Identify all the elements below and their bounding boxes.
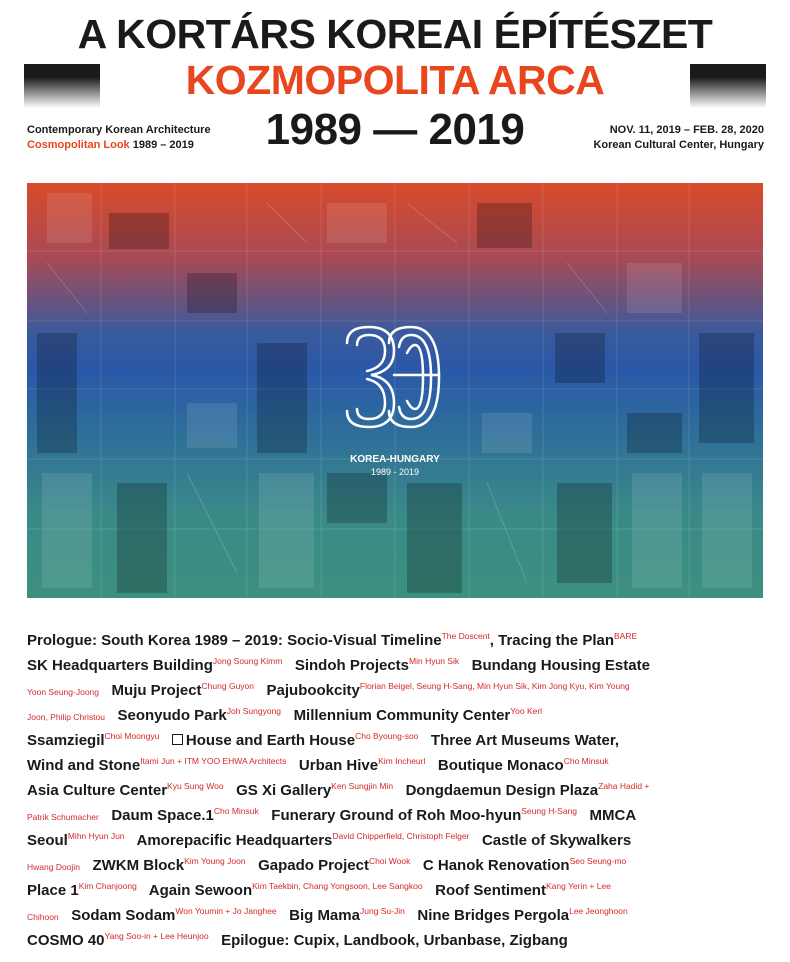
list-item: Again Sewoon (148, 882, 253, 899)
credit: Kang Yerin + Lee (545, 881, 611, 891)
logo-caption-text: KOREA-HUNGARY (350, 454, 440, 465)
credit: Choi Moongyu (104, 731, 160, 741)
credit: Kim Incheurl (378, 756, 426, 766)
list-item: Wind and Stone (27, 757, 141, 774)
list-line (27, 928, 767, 953)
list-item: COSMO 40 (27, 932, 105, 949)
credit: Seung H-Sang (521, 806, 578, 816)
credit: Joh Sungyong (226, 706, 282, 716)
list-item: House and Earth House (185, 732, 356, 749)
list-line (27, 703, 767, 728)
credit: Min Hyun Sik (409, 656, 460, 666)
list-line (27, 753, 767, 778)
list-item: Pajubookcity (266, 682, 360, 699)
credit: Florian Beigel, Seung H-Sang, Min Hyun Sik, Kim Jong Kyu, Kim Young (359, 681, 630, 691)
credit: Kim Chanjoong (78, 881, 137, 891)
list-item: Ssamziegil (27, 732, 105, 749)
english-subtitle-years: 1989 – 2019 (129, 139, 194, 151)
list-item: GS Xi Gallery (236, 782, 332, 799)
credit: Yang Soo-in + Lee Heunjoo (104, 931, 209, 941)
list-item: Epilogue: Cupix, Landbook, Urbanbase, Zigbang (221, 932, 568, 949)
exhibition-years: 1989 — 2019 (265, 105, 525, 154)
credit: BARE (614, 631, 638, 641)
list-line (27, 878, 767, 903)
list-line (27, 803, 767, 828)
list-item: C Hanok Renovation (422, 857, 570, 874)
project-list (27, 628, 767, 953)
list-item: Gapado Project (258, 857, 369, 874)
logo-caption (317, 453, 473, 479)
credit: Hwang Doojin (27, 862, 80, 872)
list-item: Urban Hive (298, 757, 379, 774)
list-item: Nine Bridges Pergola (417, 907, 570, 924)
credit: Choi Wook (368, 856, 411, 866)
list-item: Muju Project (111, 682, 202, 699)
list-item: Millennium Community Center (293, 707, 511, 724)
exhibition-venue: Korean Cultural Center, Hungary (593, 139, 764, 151)
list-line (27, 653, 767, 678)
credit: Mihn Hyun Jun (67, 831, 125, 841)
credit: David Chipperfield, Christoph Felger (332, 831, 470, 841)
list-item: Roof Sentiment (435, 882, 546, 899)
anniversary-logo (339, 323, 449, 473)
english-title-line: Contemporary Korean Architecture (27, 124, 211, 136)
title-hungarian: A KORTÁRS KOREAI ÉPÍTÉSZET (77, 11, 713, 57)
credit: Jong Soung Kimm (212, 656, 283, 666)
exhibition-dates: NOV. 11, 2019 – FEB. 28, 2020 (609, 124, 764, 136)
credit: Seo Seung-mo (569, 856, 627, 866)
credit: Itami Jun + ITM YOO EHWA Architects (140, 756, 287, 766)
list-line (27, 678, 767, 703)
credit: Lee Jeonghoon (569, 906, 628, 916)
list-item: Three Art Museums Water, (430, 732, 620, 749)
credit: Chihoon (27, 912, 59, 922)
credit: Joon, Philip Christou (27, 712, 105, 722)
credit: Kim Taekbin, Chang Yongsoon, Lee Sangkoo (252, 881, 423, 891)
list-item: Asia Culture Center (27, 782, 168, 799)
list-item: Sodam Sodam (71, 907, 176, 924)
list-item: Seonyudo Park (117, 707, 227, 724)
list-item: , Tracing the Plan (489, 632, 614, 649)
list-item: ZWKM Block (92, 857, 185, 874)
credit: Jung Su-Jin (359, 906, 405, 916)
english-subtitle-red: Cosmopolitan Look (27, 139, 130, 151)
credit: Won Youmin + Jo Janghee (175, 906, 277, 916)
credit: Cho Byoung-soo (355, 731, 419, 741)
exhibition-info (593, 123, 764, 153)
list-item: Place 1 (27, 882, 79, 899)
list-item: Daum Space.1 (111, 807, 214, 824)
list-line (27, 778, 767, 803)
square-icon (172, 734, 183, 745)
list-item: Bundang Housing Estate (471, 657, 650, 674)
credit: Cho Minsuk (213, 806, 259, 816)
list-item: Seoul (27, 832, 68, 849)
credit: Ken Sungjin Min (331, 781, 394, 791)
list-item: Dongdaemun Design Plaza (405, 782, 599, 799)
credit: Kim Young Joon (184, 856, 246, 866)
list-line (27, 828, 767, 853)
list-item: Funerary Ground of Roh Moo-hyun (271, 807, 522, 824)
credit: The Doscent (441, 631, 490, 641)
list-item: Sindoh Projects (294, 657, 410, 674)
list-line (27, 853, 767, 878)
list-line (27, 903, 767, 928)
list-item: SK Headquarters Building (27, 657, 213, 674)
list-item: Castle of Skywalkers (481, 832, 632, 849)
number-30-icon (339, 323, 449, 443)
credit: Chung Guyon (201, 681, 254, 691)
list-item: Boutique Monaco (437, 757, 564, 774)
architecture-photo-collage (27, 183, 763, 598)
credit: Zaha Hadid + (598, 781, 650, 791)
list-line (27, 728, 767, 753)
credit: Kyu Sung Woo (167, 781, 224, 791)
credit: Yoon Seung-Joong (27, 687, 100, 697)
logo-caption-years: 1989 - 2019 (370, 467, 420, 477)
list-item: Amorepacific Headquarters (136, 832, 333, 849)
list-item: MMCA (589, 807, 637, 824)
subtitle-hungarian: KOZMOPOLITA ARCA (185, 57, 605, 103)
list-line (27, 628, 767, 653)
list-item: Big Mama (289, 907, 360, 924)
credit: Patrik Schumacher (27, 812, 99, 822)
credit: Cho Minsuk (563, 756, 609, 766)
list-item: Prologue: South Korea 1989 – 2019: Socio-Visual Timeline (27, 632, 442, 649)
credit: Yoo Kerl (510, 706, 543, 716)
